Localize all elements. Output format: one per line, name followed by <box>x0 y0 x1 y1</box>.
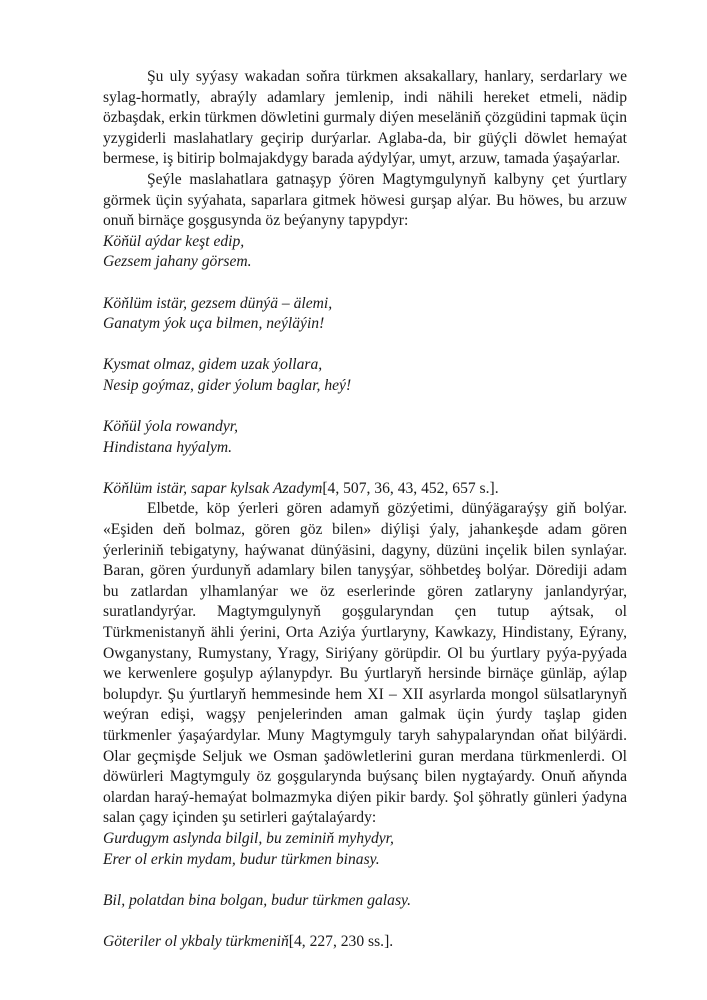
stanza-gap <box>103 273 627 294</box>
verse-line: Nesip goýmaz, gider ýolum baglar, heý! <box>103 376 352 394</box>
verse-4 <box>103 417 627 458</box>
verse-line: Gurdugym aslynda bilgil, bu zeminiň myhydyr, <box>103 829 394 847</box>
stanza-gap <box>103 397 627 418</box>
verse-7 <box>103 891 627 912</box>
document-body <box>103 67 627 953</box>
verse-8 <box>103 932 627 953</box>
verse-line: Gezsem jahany görsem. <box>103 253 252 271</box>
stanza-gap <box>103 870 627 891</box>
verse-line: Bil, polatdan bina bolgan, budur türkmen galasy. <box>103 891 411 909</box>
verse-2 <box>103 294 627 335</box>
verse-line: Köňül ýola rowandyr, <box>103 418 239 436</box>
verse-3 <box>103 355 627 396</box>
verse-line-with-citation <box>103 932 627 953</box>
verse-5 <box>103 479 627 500</box>
stanza-gap <box>103 335 627 356</box>
stanza-gap <box>103 458 627 479</box>
paragraph-1: Şu uly syýasy wakadan soňra türkmen aksakallary, hanlary, serdarlary we sylag-hormatly, abraýly adamlary jemlenip, indi nähili hereket etmeli, nädip özbaşdak, erkin türkmen döwletini gurmaly diýen meseläniň çözgüdini tapmak üçin yzygiderli maslahatlary geçirip durýarlar. Aglaba-da, bir güýçli döwlet hemaýat bermese, iş bitirip bolmajakdygy barada aýdylýar, umyt, arzuw, tamada ýaşaýarlar. <box>103 68 627 168</box>
verse-line: Hindistana hyýalym. <box>103 438 233 456</box>
verse-line: Köňlüm istär, gezsem dünýä – älemi, <box>103 294 333 312</box>
verse-line: Kysmat olmaz, gidem uzak ýollara, <box>103 356 323 374</box>
citation: [4, 507, 36, 43, 452, 657 s.]. <box>322 479 499 497</box>
verse-6 <box>103 829 627 870</box>
verse-line: Göteriler ol ykbaly türkmeniň <box>103 932 289 950</box>
verse-line: Erer ol erkin mydam, budur türkmen binasy. <box>103 850 380 868</box>
verse-1 <box>103 232 627 273</box>
paragraph-3: Elbetde, köp ýerleri gören adamyň gözýetimi, dünýägaraýşy giň bolýar. «Eşiden deň bolmaz, gören göz bilen» diýlişi ýaly, jahankeşde adam gören ýerleriniň tebigatyny, haýwanat dünýäsini, dagyny, düzüni inçelik bilen synlaýar. Baran, gören ýurdunyň adamlary bilen tanyşýar, söhbetdeş bolýar. Döredijі adam bu zatlardan ylhamlanýar we öz eserlerinde gören zatlaryny janlandyrýar, suratlandyrýar. Magtymgulynyň goşgularyndan çen tutup aýtsak, ol Türkmenistanyň ähli ýerini, Orta Aziýa ýurtlaryny, Kawkazy, Hindistany, Eýrany, Owganystany, Rumystany, Yragy, Siriýany görüpdir. Ol bu ýurtlary pyýa-pyýada we kerwenlere goşulyp aýlanypdyr. Bu ýurtlaryň hersinde birnäçe günläp, aýlap bolupdyr. Şu ýurtlaryň hemmesinde hem XI – XII asyrlarda mongol sülsatlarynyň weýran edişi, wagşy penjelerinden aman galmak üçin ýurdy taşlap giden türkmenler ýaşaýardylar. Muny Magtymguly taryh sahypalaryndan oňat bilýärdi. Olar geçmişde Seljuk we Osman şadöwletlerini guran merdana türkmenlerdi. Ol döwürleri Magtymguly öz goşgularynda buýsanç bilen nygtaýardy. Onuň aňynda olardan haraý-hemaýat bolmazmyka diýen pikir bardy. Şol şöhratly günleri ýadyna salan çagy içinden şu setirleri gaýtalaýardy: <box>103 500 627 827</box>
verse-line: Köňlüm istär, sapar kylsak Azadym <box>103 479 323 497</box>
verse-line: Köňül aýdar keşt edip, <box>103 232 245 250</box>
stanza-gap <box>103 911 627 932</box>
citation: [4, 227, 230 ss.]. <box>288 932 394 950</box>
verse-line: Ganatym ýok uça bilmen, neýläýin! <box>103 315 325 333</box>
verse-line-with-citation <box>103 479 627 500</box>
paragraph-2: Şeýle maslahatlara gatnaşyp ýören Magtymgulynyň kalbyny çet ýurtlary görmek üçin syýahata, saparlara gitmek höwesi gurşap alýar. Bu höwes, bu arzuw onuň birnäçe goşgusynda öz beýanyny tapypdyr: <box>103 170 627 230</box>
